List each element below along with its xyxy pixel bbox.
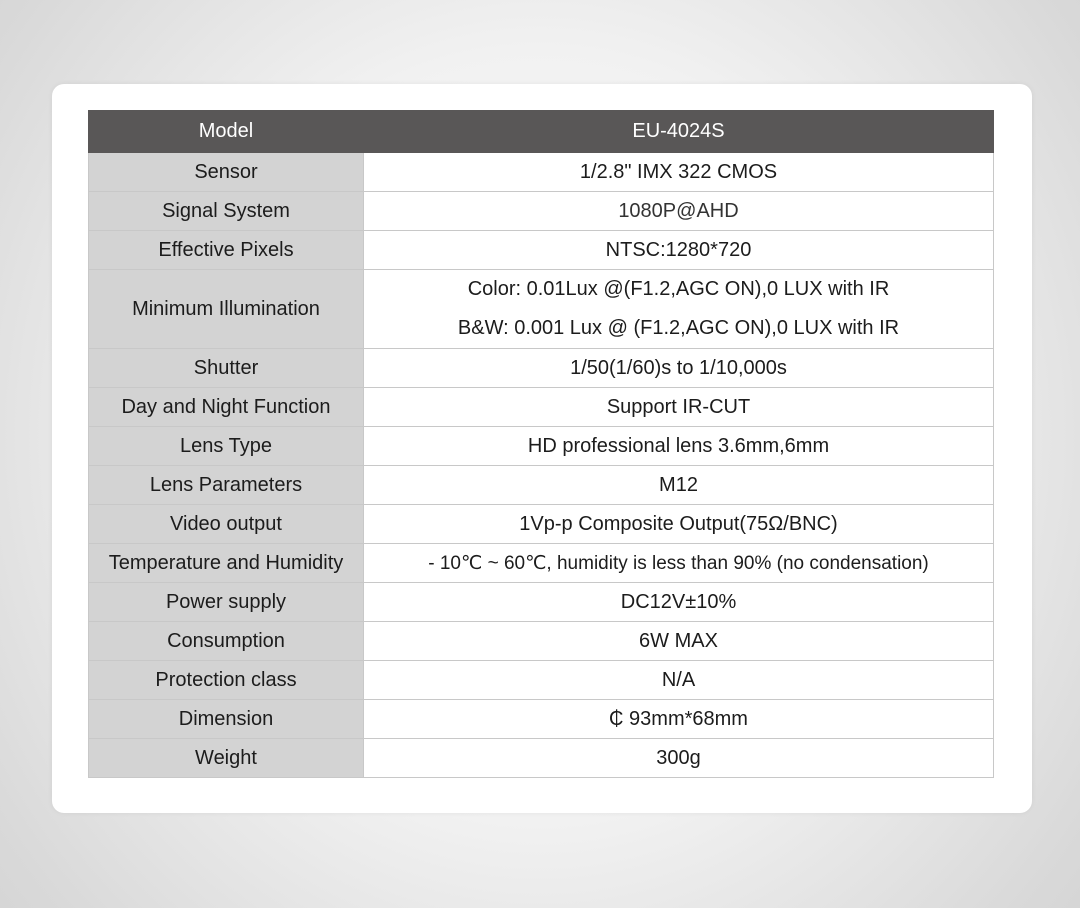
spec-value: 300g — [364, 739, 994, 778]
table-row — [89, 270, 994, 349]
spec-label: Effective Pixels — [89, 231, 364, 270]
spec-table — [88, 110, 994, 778]
spec-value: DC12V±10% — [364, 583, 994, 622]
spec-label: Protection class — [89, 661, 364, 700]
table-row — [89, 192, 994, 231]
spec-label: Temperature and Humidity — [89, 544, 364, 583]
table-row — [89, 466, 994, 505]
table-row — [89, 505, 994, 544]
spec-label: Video output — [89, 505, 364, 544]
spec-value-multiline — [364, 270, 994, 349]
spec-value-line: Color: 0.01Lux @(F1.2,AGC ON),0 LUX with IR — [467, 278, 890, 300]
spec-label: Lens Type — [89, 427, 364, 466]
table-row — [89, 544, 994, 583]
table-row — [89, 622, 994, 661]
table-row — [89, 153, 994, 192]
table-row — [89, 231, 994, 270]
spec-value: - 10℃ ~ 60℃, humidity is less than 90% (no condensation) — [364, 544, 994, 583]
spec-value: NTSC:1280*720 — [364, 231, 994, 270]
spec-label: Signal System — [89, 192, 364, 231]
spec-label: Minimum Illumination — [89, 270, 364, 349]
spec-label: Lens Parameters — [89, 466, 364, 505]
spec-value: N/A — [364, 661, 994, 700]
table-header-row — [89, 111, 994, 153]
spec-value: 1/50(1/60)s to 1/10,000s — [364, 349, 994, 388]
spec-value: ₵ 93mm*68mm — [364, 700, 994, 739]
header-label-cell: Model — [89, 111, 364, 153]
spec-value: HD professional lens 3.6mm,6mm — [364, 427, 994, 466]
table-row — [89, 388, 994, 427]
spec-value-line: B&W: 0.001 Lux @ (F1.2,AGC ON),0 LUX with IR — [457, 317, 900, 339]
header-model-value: EU-4024S — [364, 111, 994, 153]
table-row — [89, 349, 994, 388]
table-row — [89, 700, 994, 739]
spec-label: Power supply — [89, 583, 364, 622]
spec-label: Weight — [89, 739, 364, 778]
spec-label: Shutter — [89, 349, 364, 388]
spec-value: 1080P@AHD — [364, 192, 994, 231]
table-row — [89, 661, 994, 700]
spec-value: M12 — [364, 466, 994, 505]
spec-value: Support IR-CUT — [364, 388, 994, 427]
spec-value: 6W MAX — [364, 622, 994, 661]
spec-label: Consumption — [89, 622, 364, 661]
spec-label: Sensor — [89, 153, 364, 192]
table-row — [89, 427, 994, 466]
spec-label: Dimension — [89, 700, 364, 739]
table-row — [89, 739, 994, 778]
spec-value: 1Vp-p Composite Output(75Ω/BNC) — [364, 505, 994, 544]
table-row — [89, 583, 994, 622]
spec-value: 1/2.8" IMX 322 CMOS — [364, 153, 994, 192]
spec-label: Day and Night Function — [89, 388, 364, 427]
